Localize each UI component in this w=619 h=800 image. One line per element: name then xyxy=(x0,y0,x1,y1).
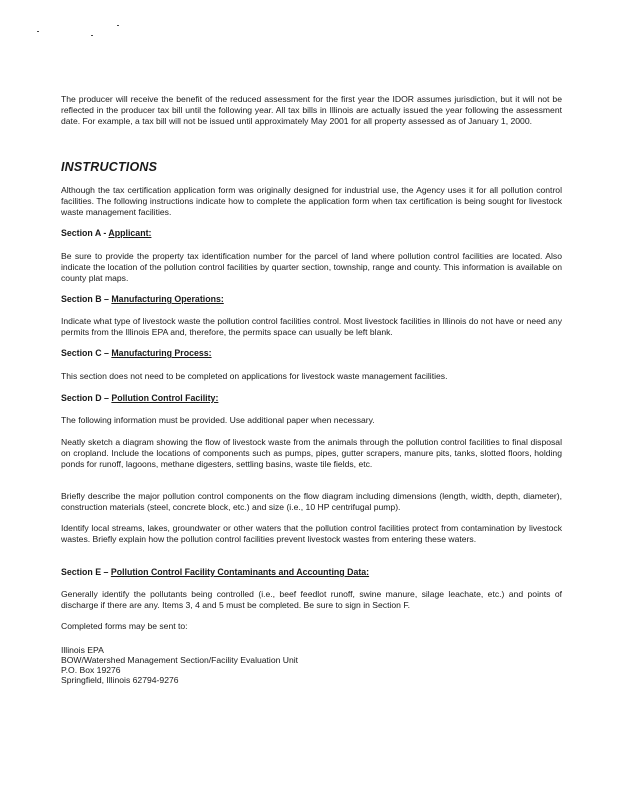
section-e-heading xyxy=(61,567,562,578)
section-b-prefix: Section B – xyxy=(61,294,112,304)
section-a-body: Be sure to provide the property tax identification number for the parcel of land where pollution control facilities are located. Also indicate the location of the pollution control facilities by quarter section, township, range and county. This information is available on county plat maps. xyxy=(61,251,562,283)
section-d-p3: Briefly describe the major pollution control components on the flow diagram including dimensions (length, width, depth, diameter), construction materials (steel, concrete block, etc.) and size (i.e., 10 HP centrifugal pump). xyxy=(61,491,562,512)
address-line-3: P.O. Box 19276 xyxy=(61,665,121,675)
section-d-block-4 xyxy=(61,523,562,545)
section-e-title: Pollution Control Facility Contaminants and Accounting Data: xyxy=(110,567,370,577)
section-e-block xyxy=(61,589,562,611)
section-e-prefix: Section E – xyxy=(61,567,111,577)
send-to-block xyxy=(61,621,562,632)
intro-block xyxy=(61,94,562,127)
section-d-prefix: Section D – xyxy=(61,393,112,403)
instructions-heading: INSTRUCTIONS xyxy=(61,160,158,174)
section-d-p2: Neatly sketch a diagram showing the flow of livestock waste from the animals through the pollution control facilities to final disposal on cropland. Include the locations of components such as pumps, pipes, gutter scrapers, manure pits, tanks, slotted floors, holding ponds for runoff, lagoons, methane digesters, settling basins, waste tile fields, etc. xyxy=(61,437,562,469)
section-b-block xyxy=(61,316,562,338)
section-c-title: Manufacturing Process: xyxy=(111,348,212,358)
section-e-body: Generally identify the pollutants being controlled (i.e., beef feedlot runoff, swine manure, silage leachate, etc.) and points of discharge if there are any. Items 3, 4 and 5 must be completed. Be sure to sign in Section F. xyxy=(61,589,562,610)
section-c-heading xyxy=(61,348,562,359)
section-c-body: This section does not need to be completed on applications for livestock waste management facilities. xyxy=(61,371,448,381)
section-d-block-1 xyxy=(61,415,562,426)
section-d-heading xyxy=(61,393,562,404)
section-d-block-3 xyxy=(61,491,562,513)
section-a-prefix: Section A - xyxy=(61,228,109,238)
section-b-title: Manufacturing Operations: xyxy=(111,294,224,304)
section-d-p1: The following information must be provided. Use additional paper when necessary. xyxy=(61,415,375,425)
scan-speck xyxy=(37,31,39,32)
overview-block xyxy=(61,185,562,218)
section-d-block-2 xyxy=(61,437,562,470)
mailing-address xyxy=(61,645,562,685)
section-a-block xyxy=(61,251,562,284)
section-c-prefix: Section C – xyxy=(61,348,112,358)
scan-speck xyxy=(117,25,119,26)
section-d-title: Pollution Control Facility: xyxy=(111,393,219,403)
address-line-4: Springfield, Illinois 62794-9276 xyxy=(61,675,179,685)
overview-paragraph: Although the tax certification application form was originally designed for industrial use, the Agency uses it for all pollution control facilities. The following instructions indicate how to complete the application form when tax certification is being sought for livestock waste management facilities. xyxy=(61,185,562,217)
scan-speck xyxy=(91,35,93,36)
section-a-title: Applicant: xyxy=(108,228,152,238)
section-a-heading xyxy=(61,228,562,239)
send-to-text: Completed forms may be sent to: xyxy=(61,621,188,631)
section-b-heading xyxy=(61,294,562,305)
address-line-1: Illinois EPA xyxy=(61,645,104,655)
section-b-body: Indicate what type of livestock waste the pollution control facilities control. Most livestock facilities in Illinois do not have or need any permits from the Illinois EPA and, therefore, the permits space can usually be left blank. xyxy=(61,316,562,337)
section-c-block xyxy=(61,371,562,382)
section-d-p4: Identify local streams, lakes, groundwater or other waters that the pollution control facilities protect from contamination by livestock wastes. Briefly explain how the pollution control facilities prevent livestock wastes from entering these waters. xyxy=(61,523,562,544)
address-line-2: BOW/Watershed Management Section/Facility Evaluation Unit xyxy=(61,655,299,665)
intro-paragraph: The producer will receive the benefit of the reduced assessment for the first year the IDOR assumes jurisdiction, but it will not be reflected in the producer tax bill until the following year. All tax bills in Illinois are actually issued the year following the assessment date. For example, a tax bill will not be issued until approximately May 2001 for all property assessed as of January 1, 2000. xyxy=(61,94,562,126)
